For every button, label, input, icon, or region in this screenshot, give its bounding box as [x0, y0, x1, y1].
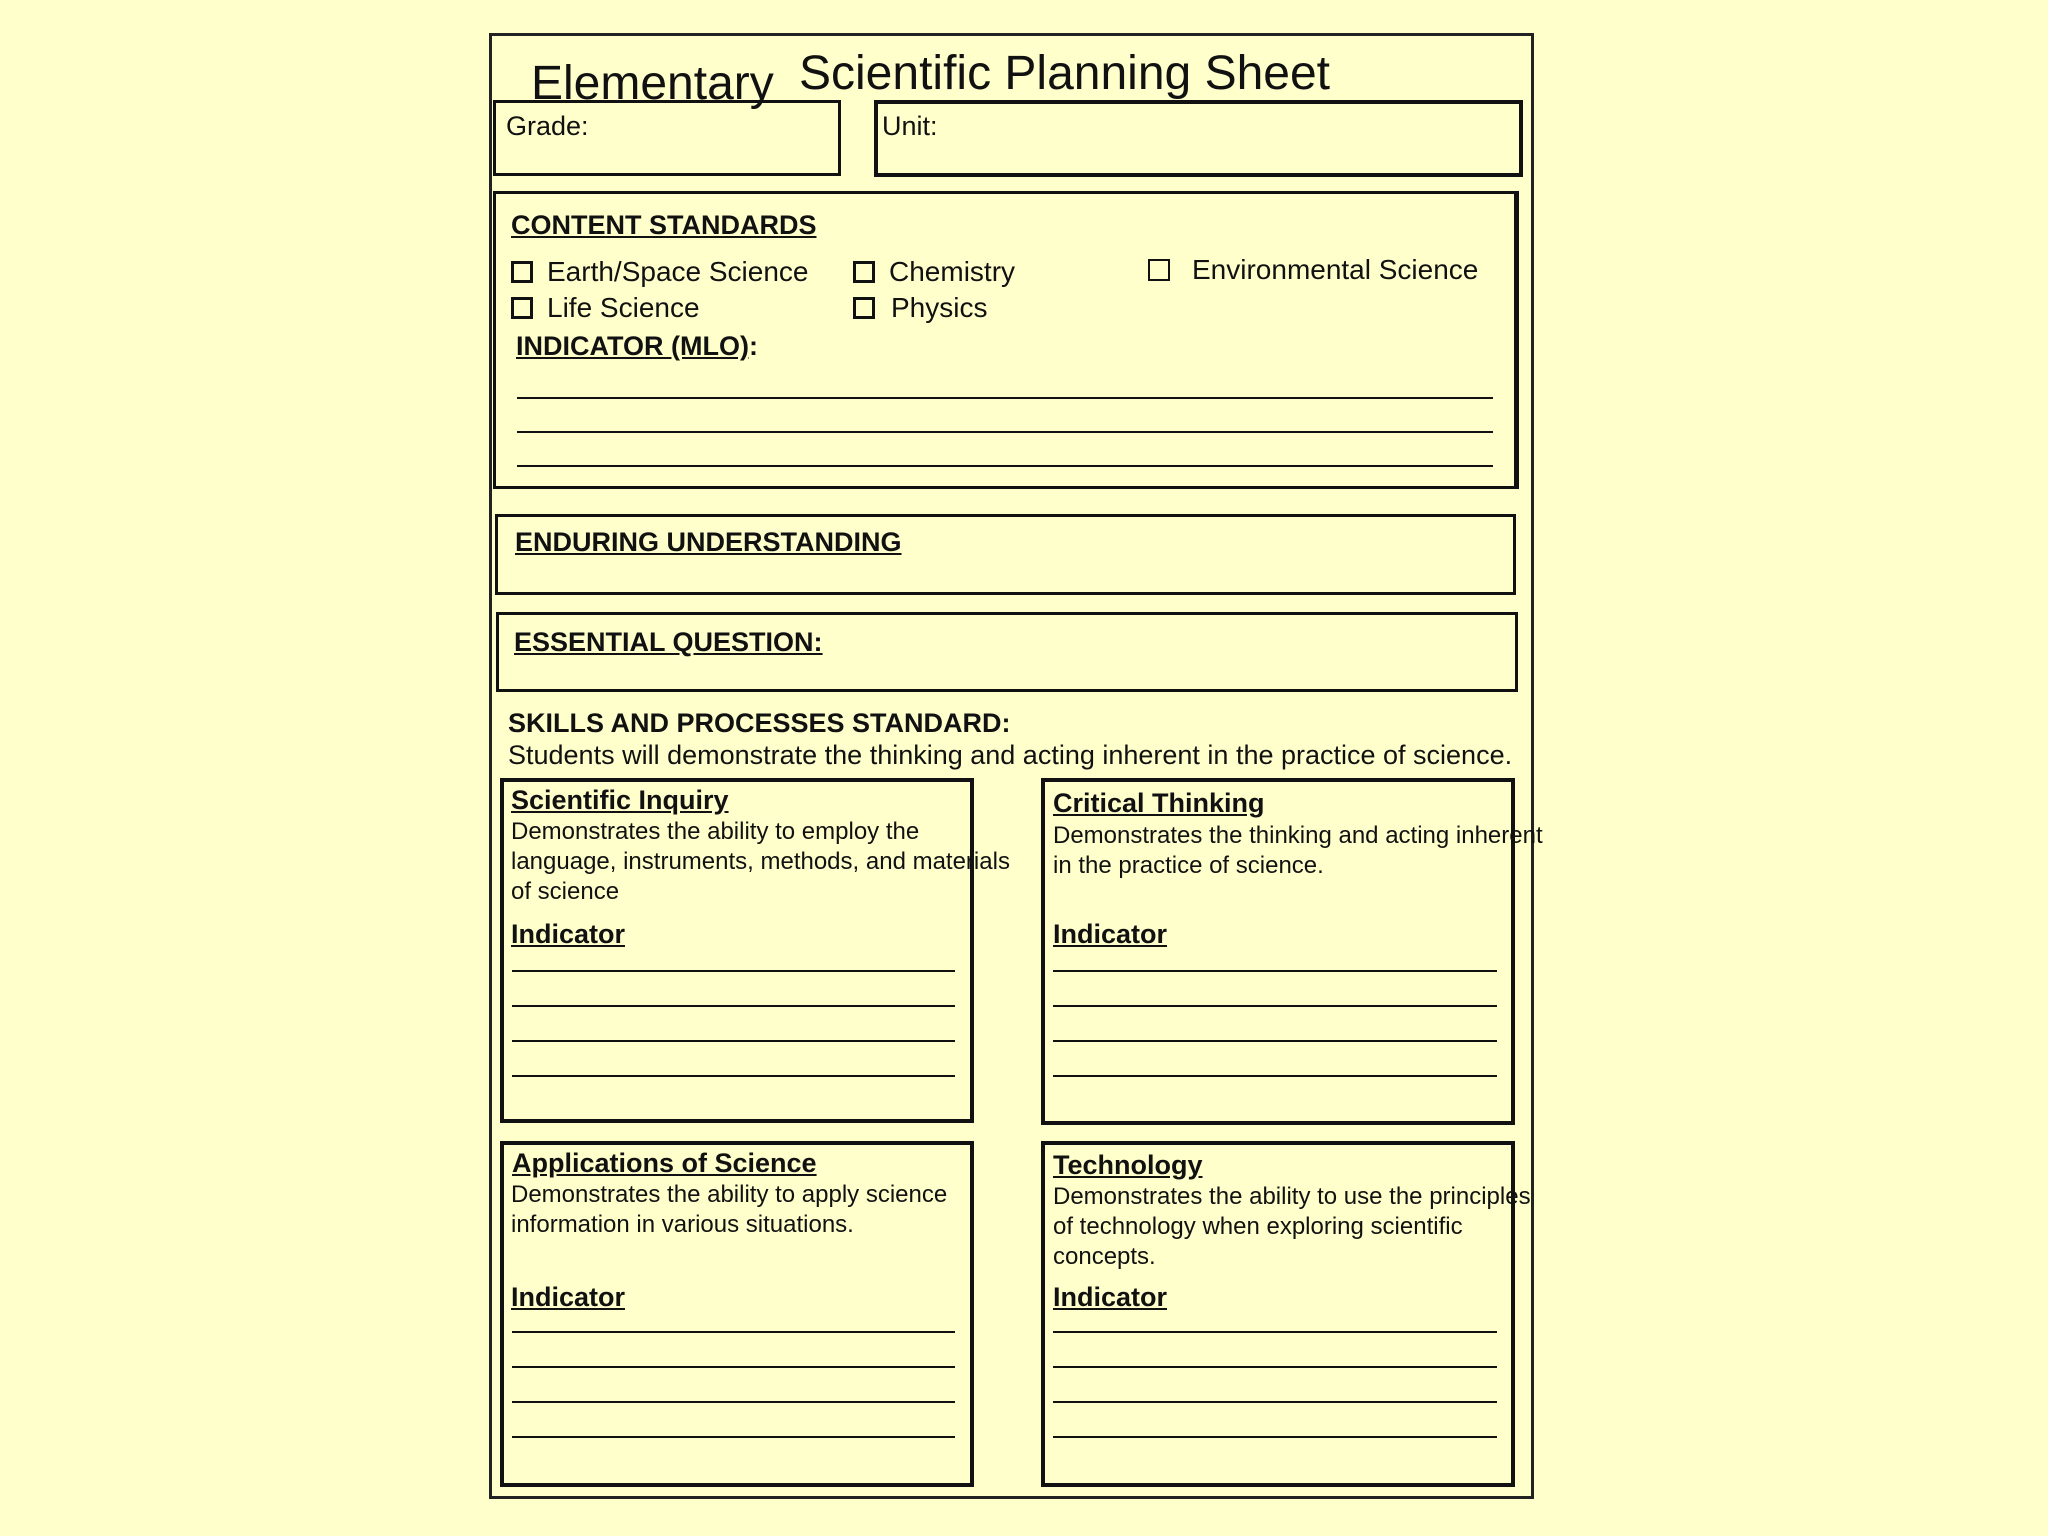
- panel-title: Technology: [1053, 1150, 1203, 1180]
- panel-technology: [1041, 1141, 1531, 1487]
- panel-indicator-heading: Indicator: [511, 919, 626, 949]
- indicator-line[interactable]: [512, 1040, 955, 1042]
- grade-label: Grade:: [506, 111, 589, 141]
- indicator-line[interactable]: [517, 397, 1493, 399]
- checkbox-icon[interactable]: [511, 297, 533, 319]
- essential-question-section[interactable]: [496, 612, 1518, 692]
- checkbox-icon[interactable]: [853, 261, 875, 283]
- panel-indicator-heading: Indicator: [511, 1282, 626, 1312]
- indicator-line[interactable]: [1053, 1005, 1497, 1007]
- indicator-line[interactable]: [1053, 1366, 1497, 1368]
- title-planning-sheet: Scientific Planning Sheet: [799, 47, 1330, 100]
- indicator-line[interactable]: [1053, 1436, 1497, 1438]
- panel-desc-line: language, instruments, methods, and materials: [511, 848, 1010, 875]
- option-earth-space-science[interactable]: [511, 256, 809, 288]
- essential-question-heading: ESSENTIAL QUESTION:: [514, 627, 823, 657]
- checkbox-icon[interactable]: [853, 297, 875, 319]
- indicator-line[interactable]: [517, 431, 1493, 433]
- panel-desc-line: Demonstrates the thinking and acting inherent: [1053, 822, 1543, 849]
- option-life-science[interactable]: [511, 292, 700, 324]
- option-label: Life Science: [547, 292, 700, 323]
- indicator-mlo-heading: INDICATOR (MLO):: [516, 331, 758, 361]
- option-chemistry[interactable]: [853, 256, 1015, 288]
- indicator-line[interactable]: [1053, 1075, 1497, 1077]
- skills-intro-text: Students will demonstrate the thinking and acting inherent in the practice of science.: [508, 740, 1513, 770]
- panel-desc-line: Demonstrates the ability to use the principles: [1053, 1183, 1531, 1210]
- unit-label: Unit:: [882, 111, 938, 141]
- content-standards-heading: CONTENT STANDARDS: [511, 210, 817, 240]
- indicator-line[interactable]: [512, 1075, 955, 1077]
- panel-desc-line: of technology when exploring scientific: [1053, 1213, 1463, 1240]
- panel-indicator-heading: Indicator: [1053, 919, 1168, 949]
- indicator-line[interactable]: [512, 1436, 955, 1438]
- indicator-line[interactable]: [512, 1331, 955, 1333]
- panel-indicator-heading: Indicator: [1053, 1282, 1168, 1312]
- checkbox-icon[interactable]: [511, 261, 533, 283]
- indicator-line[interactable]: [512, 970, 955, 972]
- panel-applications-of-science: [500, 1141, 974, 1487]
- indicator-line[interactable]: [512, 1401, 955, 1403]
- indicator-line[interactable]: [1053, 1331, 1497, 1333]
- panel-critical-thinking: [1041, 778, 1543, 1125]
- panel-desc-line: Demonstrates the ability to employ the: [511, 818, 920, 845]
- option-physics[interactable]: [853, 292, 987, 324]
- indicator-line[interactable]: [517, 465, 1493, 467]
- enduring-understanding-heading: ENDURING UNDERSTANDING: [515, 527, 902, 557]
- panel-desc-line: in the practice of science.: [1053, 852, 1324, 879]
- panel-desc-line: concepts.: [1053, 1243, 1156, 1270]
- indicator-line[interactable]: [512, 1366, 955, 1368]
- checkbox-icon[interactable]: [1148, 259, 1170, 281]
- option-label: Environmental Science: [1192, 254, 1479, 285]
- option-label: Earth/Space Science: [547, 256, 809, 287]
- enduring-understanding-section[interactable]: [495, 514, 1516, 595]
- option-environmental-science[interactable]: [1148, 254, 1478, 286]
- indicator-line[interactable]: [1053, 1401, 1497, 1403]
- panel-desc-line: of science: [511, 878, 620, 905]
- indicator-line[interactable]: [512, 1005, 955, 1007]
- panel-desc-line: information in various situations.: [511, 1211, 854, 1238]
- content-standards-section: [493, 191, 1519, 489]
- skills-processes-heading: SKILLS AND PROCESSES STANDARD:: [508, 708, 1011, 738]
- panel-title: Applications of Science: [512, 1148, 817, 1178]
- option-label: Physics: [891, 292, 988, 323]
- option-label: Chemistry: [889, 256, 1016, 287]
- panel-scientific-inquiry: [500, 778, 1010, 1123]
- panel-desc-line: Demonstrates the ability to apply science: [511, 1181, 948, 1208]
- title-elementary: Elementary: [531, 57, 774, 110]
- unit-field[interactable]: [874, 100, 1523, 177]
- indicator-line[interactable]: [1053, 1040, 1497, 1042]
- planning-sheet: [489, 33, 1543, 1499]
- panel-title: Critical Thinking: [1053, 788, 1265, 818]
- grade-field[interactable]: [493, 100, 841, 176]
- indicator-line[interactable]: [1053, 970, 1497, 972]
- panel-title: Scientific Inquiry: [511, 785, 729, 815]
